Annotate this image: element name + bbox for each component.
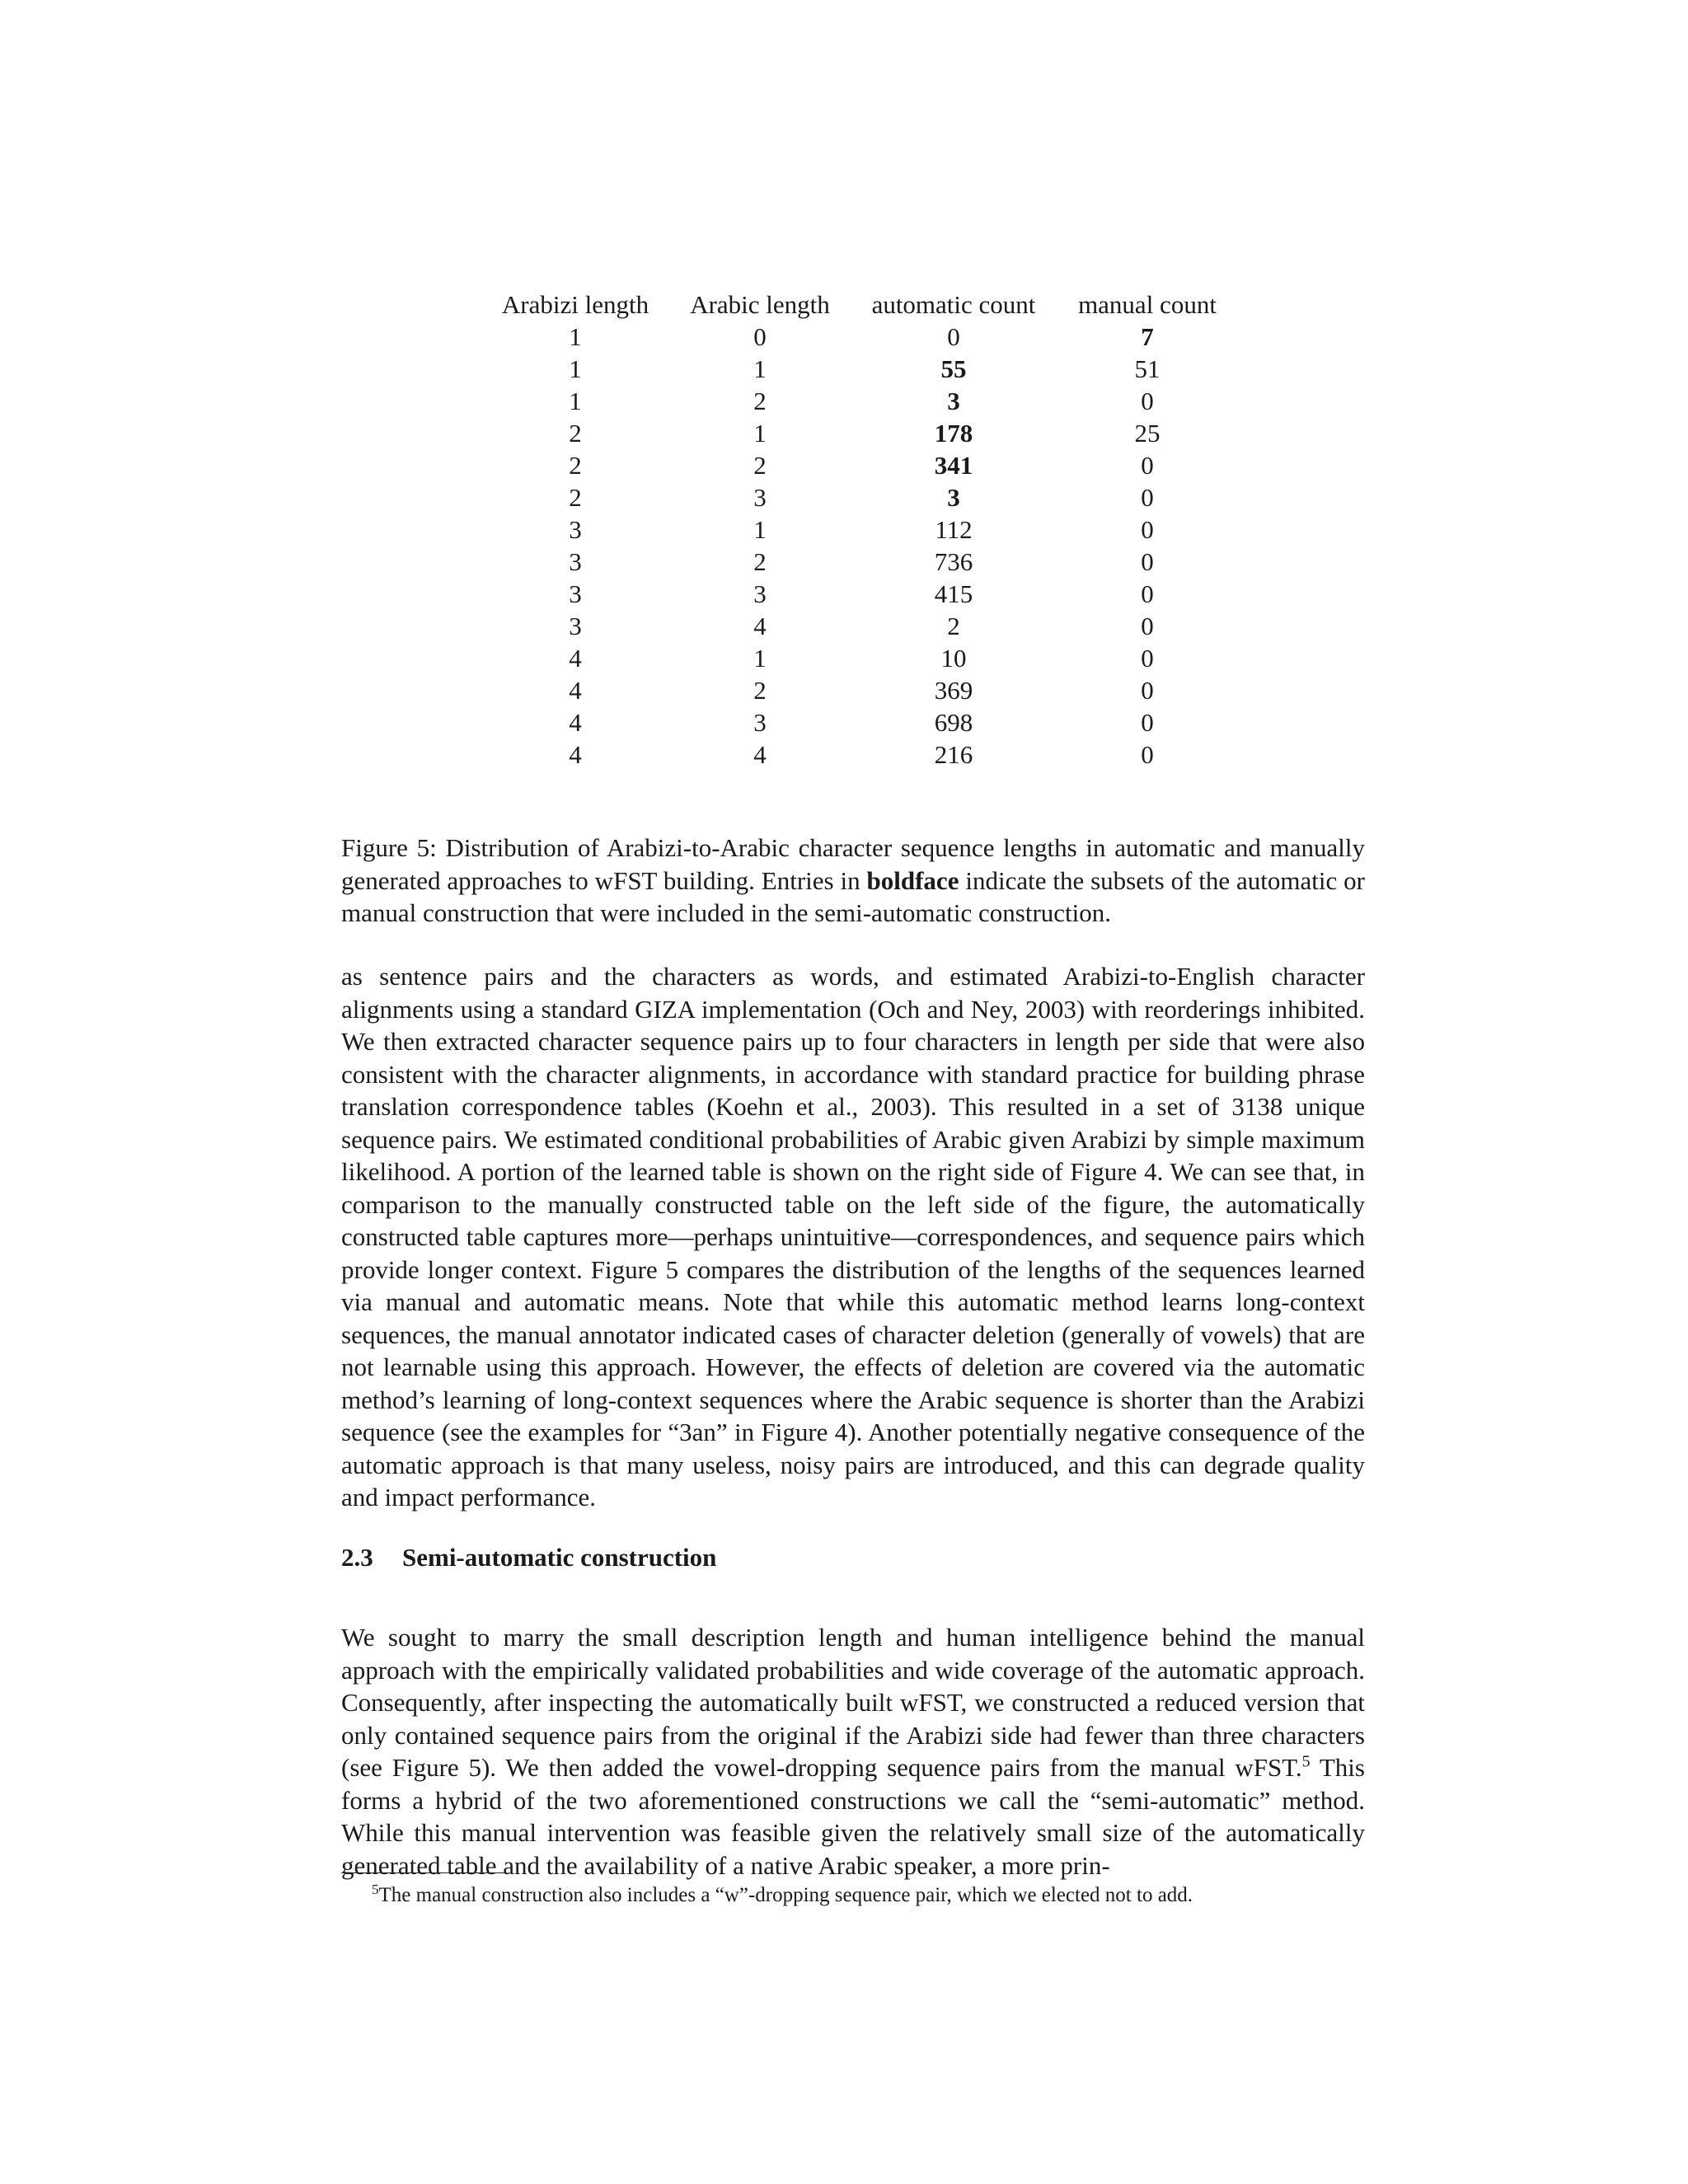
length-distribution-table <box>481 288 1237 771</box>
table-cell: 0 <box>1141 451 1154 480</box>
table-cell: 0 <box>1141 676 1154 705</box>
table-cell: 4 <box>569 644 582 673</box>
paragraph-text: This forms a hybrid of the two aforementioned constructions we call the “semi-automatic” method. While this manual intervention was feasible given the relatively small size of the automatically generated table and the availability of a native Arabic speaker, a more prin- <box>341 1753 1365 1880</box>
body-paragraph: as sentence pairs and the characters as words, and estimated Arabizi-to-English character alignments using a standard GIZA implementation (Och and Ney, 2003) with reorderings inhibited. We then extracted character sequence pairs up to four characters in length per side that were also consistent with the character alignments, in accordance with standard practice for building phrase translation correspondence tables (Koehn et al., 2003). This resulted in a set of 3138 unique sequence pairs. We estimated conditional probabilities of Arabic given Arabizi by simple maximum likelihood. A portion of the learned table is shown on the right side of Figure 4. We can see that, in comparison to the manually constructed table on the left side of the figure, the automatically constructed table captures more—perhaps unintuitive—correspondences, and sequence pairs which provide longer context. Figure 5 compares the distribution of the lengths of the sequences learned via manual and automatic means. Note that while this automatic method learns long-context sequences, the manual annotator indicated cases of character deletion (generally of vowels) that are not learnable using this approach. However, the effects of deletion are covered via the automatic method’s learning of long-context sequences where the Arabic sequence is shorter than the Arabizi sequence (see the examples for “3an” in Figure 4). Another potentially negative consequence of the automatic approach is that many useless, noisy pairs are introduced, and this can degrade quality and impact performance. <box>341 962 1365 1511</box>
table-cell: 7 <box>1141 322 1154 351</box>
table-cell: 1 <box>753 515 767 544</box>
table-cell: 178 <box>934 419 973 448</box>
caption-bold-term: boldface <box>866 865 959 895</box>
section-title: Semi-automatic construction <box>402 1543 717 1572</box>
column-header: manual count <box>1078 290 1217 319</box>
table-cell: 0 <box>1141 740 1154 769</box>
table-cell: 0 <box>1141 387 1154 415</box>
table-cell: 216 <box>934 740 973 769</box>
table-cell: 3 <box>753 483 767 512</box>
table-row <box>481 321 1237 353</box>
section-heading <box>341 1541 716 1574</box>
table-cell: 415 <box>934 579 973 608</box>
table-cell: 0 <box>1141 483 1154 512</box>
table-cell: 0 <box>1141 612 1154 640</box>
table-row <box>481 385 1237 417</box>
table-cell: 4 <box>753 740 767 769</box>
table-cell: 25 <box>1134 419 1160 448</box>
table-cell: 3 <box>947 387 960 415</box>
table-cell: 1 <box>569 322 582 351</box>
table-cell: 51 <box>1134 354 1160 383</box>
table-cell: 1 <box>753 644 767 673</box>
table-row <box>481 417 1237 449</box>
caption-text: Figure 5: Distribution of Arabizi-to-Arabic character sequence lengths in automatic and manually generated approaches to wFST building. Entries in <box>341 833 1365 895</box>
table-cell: 0 <box>1141 515 1154 544</box>
table-row <box>481 481 1237 513</box>
footnote-reference[interactable]: 5 <box>1301 1752 1311 1771</box>
table-cell: 55 <box>940 354 967 383</box>
table-cell: 4 <box>753 612 767 640</box>
body-paragraph <box>341 1621 1365 1882</box>
table-row <box>481 738 1237 771</box>
table-cell: 10 <box>940 644 967 673</box>
footnote-mark: 5 <box>372 1881 379 1897</box>
table-cell: 3 <box>569 579 582 608</box>
footnote-divider <box>341 1872 504 1873</box>
table-cell: 4 <box>569 740 582 769</box>
footnote <box>341 1882 1365 1909</box>
table-row <box>481 642 1237 674</box>
table-cell: 2 <box>569 483 582 512</box>
table-cell: 1 <box>569 354 582 383</box>
table-cell: 2 <box>753 451 767 480</box>
table-row <box>481 706 1237 738</box>
table-cell: 2 <box>569 451 582 480</box>
table-row <box>481 578 1237 610</box>
section-number: 2.3 <box>341 1543 373 1572</box>
table-cell: 0 <box>753 322 767 351</box>
figure-caption <box>341 832 1365 930</box>
table-cell: 2 <box>753 547 767 576</box>
caption-text: indicate the subsets of the automatic or manual construction that were included in the semi-automatic construction. <box>341 865 1365 927</box>
table-cell: 3 <box>569 612 582 640</box>
table-row <box>481 674 1237 706</box>
table-cell: 0 <box>947 322 960 351</box>
table-cell: 2 <box>569 419 582 448</box>
table-header-row <box>481 288 1237 321</box>
table-cell: 3 <box>947 483 960 512</box>
table-cell: 1 <box>569 387 582 415</box>
table-row <box>481 449 1237 481</box>
table-row <box>481 513 1237 546</box>
table-row <box>481 353 1237 385</box>
table-cell: 698 <box>934 708 973 737</box>
table-cell: 3 <box>753 579 767 608</box>
column-header: automatic count <box>871 290 1036 319</box>
table-row <box>481 546 1237 578</box>
table-row <box>481 610 1237 642</box>
table-cell: 2 <box>753 387 767 415</box>
table-cell: 0 <box>1141 644 1154 673</box>
column-header: Arabic length <box>690 290 830 319</box>
table-cell: 0 <box>1141 547 1154 576</box>
table-cell: 1 <box>753 354 767 383</box>
table-cell: 736 <box>934 547 973 576</box>
table-cell: 341 <box>934 451 973 480</box>
table-cell: 2 <box>947 612 960 640</box>
table-cell: 0 <box>1141 579 1154 608</box>
table-cell: 3 <box>569 515 582 544</box>
table-cell: 2 <box>753 676 767 705</box>
table-cell: 3 <box>753 708 767 737</box>
column-header: Arabizi length <box>501 290 649 319</box>
table-cell: 4 <box>569 708 582 737</box>
table-cell: 0 <box>1141 708 1154 737</box>
table-cell: 112 <box>935 515 973 544</box>
table-cell: 4 <box>569 676 582 705</box>
footnote-text: The manual construction also includes a “w”-dropping sequence pair, which we elected not to add. <box>378 1884 1193 1906</box>
table-cell: 1 <box>753 419 767 448</box>
table-cell: 369 <box>934 676 973 705</box>
paragraph-text: We sought to marry the small description length and human intelligence behind the manual approach with the empirically validated probabilities and wide coverage of the automatic approach. Consequently, after inspecting the automatically built wFST, we constructed a reduced version that only contained sequence pairs from the original if the Arabizi side had fewer than three characters (see Figure 5). We then added the vowel-dropping sequence pairs from the manual wFST. <box>341 1623 1365 1782</box>
table-cell: 3 <box>569 547 582 576</box>
